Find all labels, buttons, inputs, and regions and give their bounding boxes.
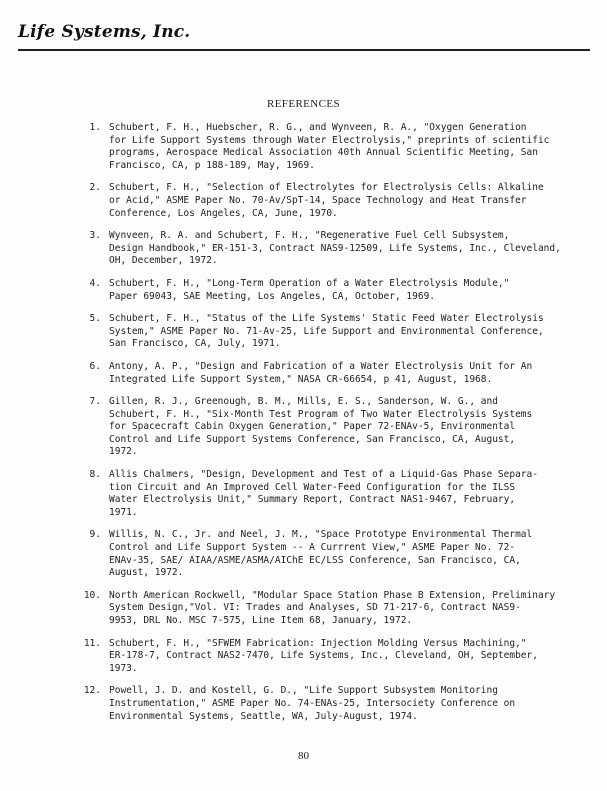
reference-line: Wynveen, R. A. and Schubert, F. H., "Regenerative Fuel Cell Subsystem,: [109, 230, 510, 242]
reference-text: [109, 469, 593, 519]
reference-line: System Design,"Vol. VI: Trades and Analyses, SD 71-217-6, Contract NAS9-: [109, 602, 521, 614]
reference-number: 6.: [89, 360, 101, 372]
reference-item: [73, 638, 593, 676]
reference-item: [73, 122, 593, 172]
reference-item: [73, 685, 593, 723]
reference-line: Control and Life Support System -- A Currrent View," ASME Paper No. 72-: [109, 542, 516, 554]
reference-number: 10.: [83, 589, 101, 601]
reference-item: [73, 182, 593, 220]
reference-list: [73, 122, 593, 733]
reference-line: for Life Support Systems through Water Electrolysis," preprints of scientific: [109, 134, 550, 146]
reference-item: [73, 590, 593, 628]
reference-line: North American Rockwell, "Modular Space Station Phase B Extension, Preliminary: [109, 589, 556, 601]
reference-line: programs, Aerospace Medical Association 40th Annual Scientific Meeting, San: [109, 147, 538, 159]
reference-item: [73, 278, 593, 303]
reference-item: [73, 230, 593, 268]
reference-line: Integrated Life Support System," NASA CR-66654, p 41, August, 1968.: [109, 373, 493, 385]
reference-line: Allis Chalmers, "Design, Development and Test of a Liquid-Gas Phase Separa-: [109, 469, 538, 481]
reference-number: 11.: [83, 637, 101, 649]
reference-line: Design Handbook," ER-151-3, Contract NAS9-12509, Life Systems, Inc., Cleveland,: [109, 242, 561, 254]
reference-line: August, 1972.: [109, 567, 184, 579]
reference-line: tion Circuit and An Improved Cell Water-Feed Configuration for the ILSS: [109, 481, 516, 493]
reference-number: 8.: [89, 469, 101, 481]
reference-number: 9.: [89, 529, 101, 541]
reference-line: 9953, DRL No. MSC 7-575, Line Item 68, January, 1972.: [109, 615, 413, 626]
reference-text: [109, 361, 593, 386]
reference-line: Schubert, F. H., "Status of the Life Systems' Static Feed Water Electrolysis: [109, 313, 544, 325]
reference-line: Instrumentation," ASME Paper No. 74-ENAs-25, Intersociety Conference on: [109, 697, 516, 709]
reference-number: 3.: [89, 230, 101, 242]
reference-item: [73, 313, 593, 351]
reference-item: [73, 361, 593, 386]
reference-text: [109, 278, 593, 303]
reference-number: 12.: [83, 685, 101, 697]
reference-text: [109, 182, 593, 220]
reference-line: San Francisco, CA, July, 1971.: [109, 338, 281, 350]
reference-line: System," ASME Paper No. 71-Av-25, Life Support and Environmental Conference,: [109, 325, 544, 337]
reference-line: ER-178-7, Contract NAS2-7470, Life Systems, Inc., Cleveland, OH, September,: [109, 650, 538, 662]
reference-line: Schubert, F. H., "Long-Term Operation of a Water Electrolysis Module,": [109, 277, 510, 289]
reference-line: ENAv-35, SAE/ AIAA/ASME/ASMA/AIChE EC/LSS Conference, San Francisco, CA,: [109, 554, 521, 566]
reference-line: Paper 69043, SAE Meeting, Los Angeles, CA, October, 1969.: [109, 290, 436, 302]
reference-line: OH, December, 1972.: [109, 255, 218, 267]
references-heading: REFERENCES: [266, 98, 341, 110]
reference-line: Environmental Systems, Seattle, WA, July-August, 1974.: [109, 710, 418, 722]
reference-number: 2.: [89, 182, 101, 194]
reference-item: [73, 396, 593, 459]
reference-text: [109, 313, 593, 351]
reference-line: Francisco, CA, p 188-189, May, 1969.: [109, 159, 315, 171]
reference-line: or Acid," ASME Paper No. 70-Av/SpT-14, Space Technology and Heat Transfer: [109, 194, 527, 206]
reference-text: [109, 590, 593, 628]
reference-line: Antony, A. P., "Design and Fabrication of a Water Electrolysis Unit for An: [109, 360, 533, 372]
reference-number: 1.: [89, 122, 101, 133]
reference-line: Schubert, F. H., "Six-Month Test Program of Two Water Electrolysis Systems: [109, 408, 533, 420]
page-number: 80: [298, 750, 309, 762]
reference-line: for Spacecraft Cabin Oxygen Generation," Paper 72-ENAv-5, Environmental: [109, 421, 516, 433]
reference-line: Willis, N. C., Jr. and Neel, J. M., "Space Prototype Environmental Thermal: [109, 529, 533, 541]
reference-line: Conference, Los Angeles, CA, June, 1970.: [109, 207, 338, 219]
reference-text: [109, 529, 593, 579]
reference-line: Powell, J. D. and Kostell, G. D., "Life Support Subsystem Monitoring: [109, 685, 498, 697]
company-logo: Life Systems, Inc.: [18, 22, 191, 42]
reference-line: Gillen, R. J., Greenough, B. M., Mills, E. S., Sanderson, W. G., and: [109, 396, 498, 408]
reference-line: 1973.: [109, 662, 138, 674]
reference-line: 1972.: [109, 446, 138, 458]
reference-line: Schubert, F. H., "SFWEM Fabrication: Injection Molding Versus Machining,": [109, 637, 527, 649]
reference-text: [109, 685, 593, 723]
reference-line: Control and Life Support Systems Conference, San Francisco, CA, August,: [109, 433, 516, 445]
reference-line: Schubert, F. H., "Selection of Electrolytes for Electrolysis Cells: Alkaline: [109, 182, 544, 194]
reference-text: [109, 230, 593, 268]
reference-item: [73, 529, 593, 579]
reference-item: [73, 469, 593, 519]
reference-text: [109, 638, 593, 676]
reference-line: Water Electrolysis Unit," Summary Report, Contract NAS1-9467, February,: [109, 494, 516, 506]
reference-text: [109, 396, 593, 459]
reference-number: 4.: [89, 277, 101, 289]
reference-text: [109, 122, 593, 172]
reference-number: 5.: [89, 313, 101, 325]
header-divider: [18, 49, 590, 51]
reference-line: 1971.: [109, 506, 138, 518]
reference-number: 7.: [89, 396, 101, 408]
reference-line: Schubert, F. H., Huebscher, R. G., and Wynveen, R. A., "Oxygen Generation: [109, 122, 527, 133]
